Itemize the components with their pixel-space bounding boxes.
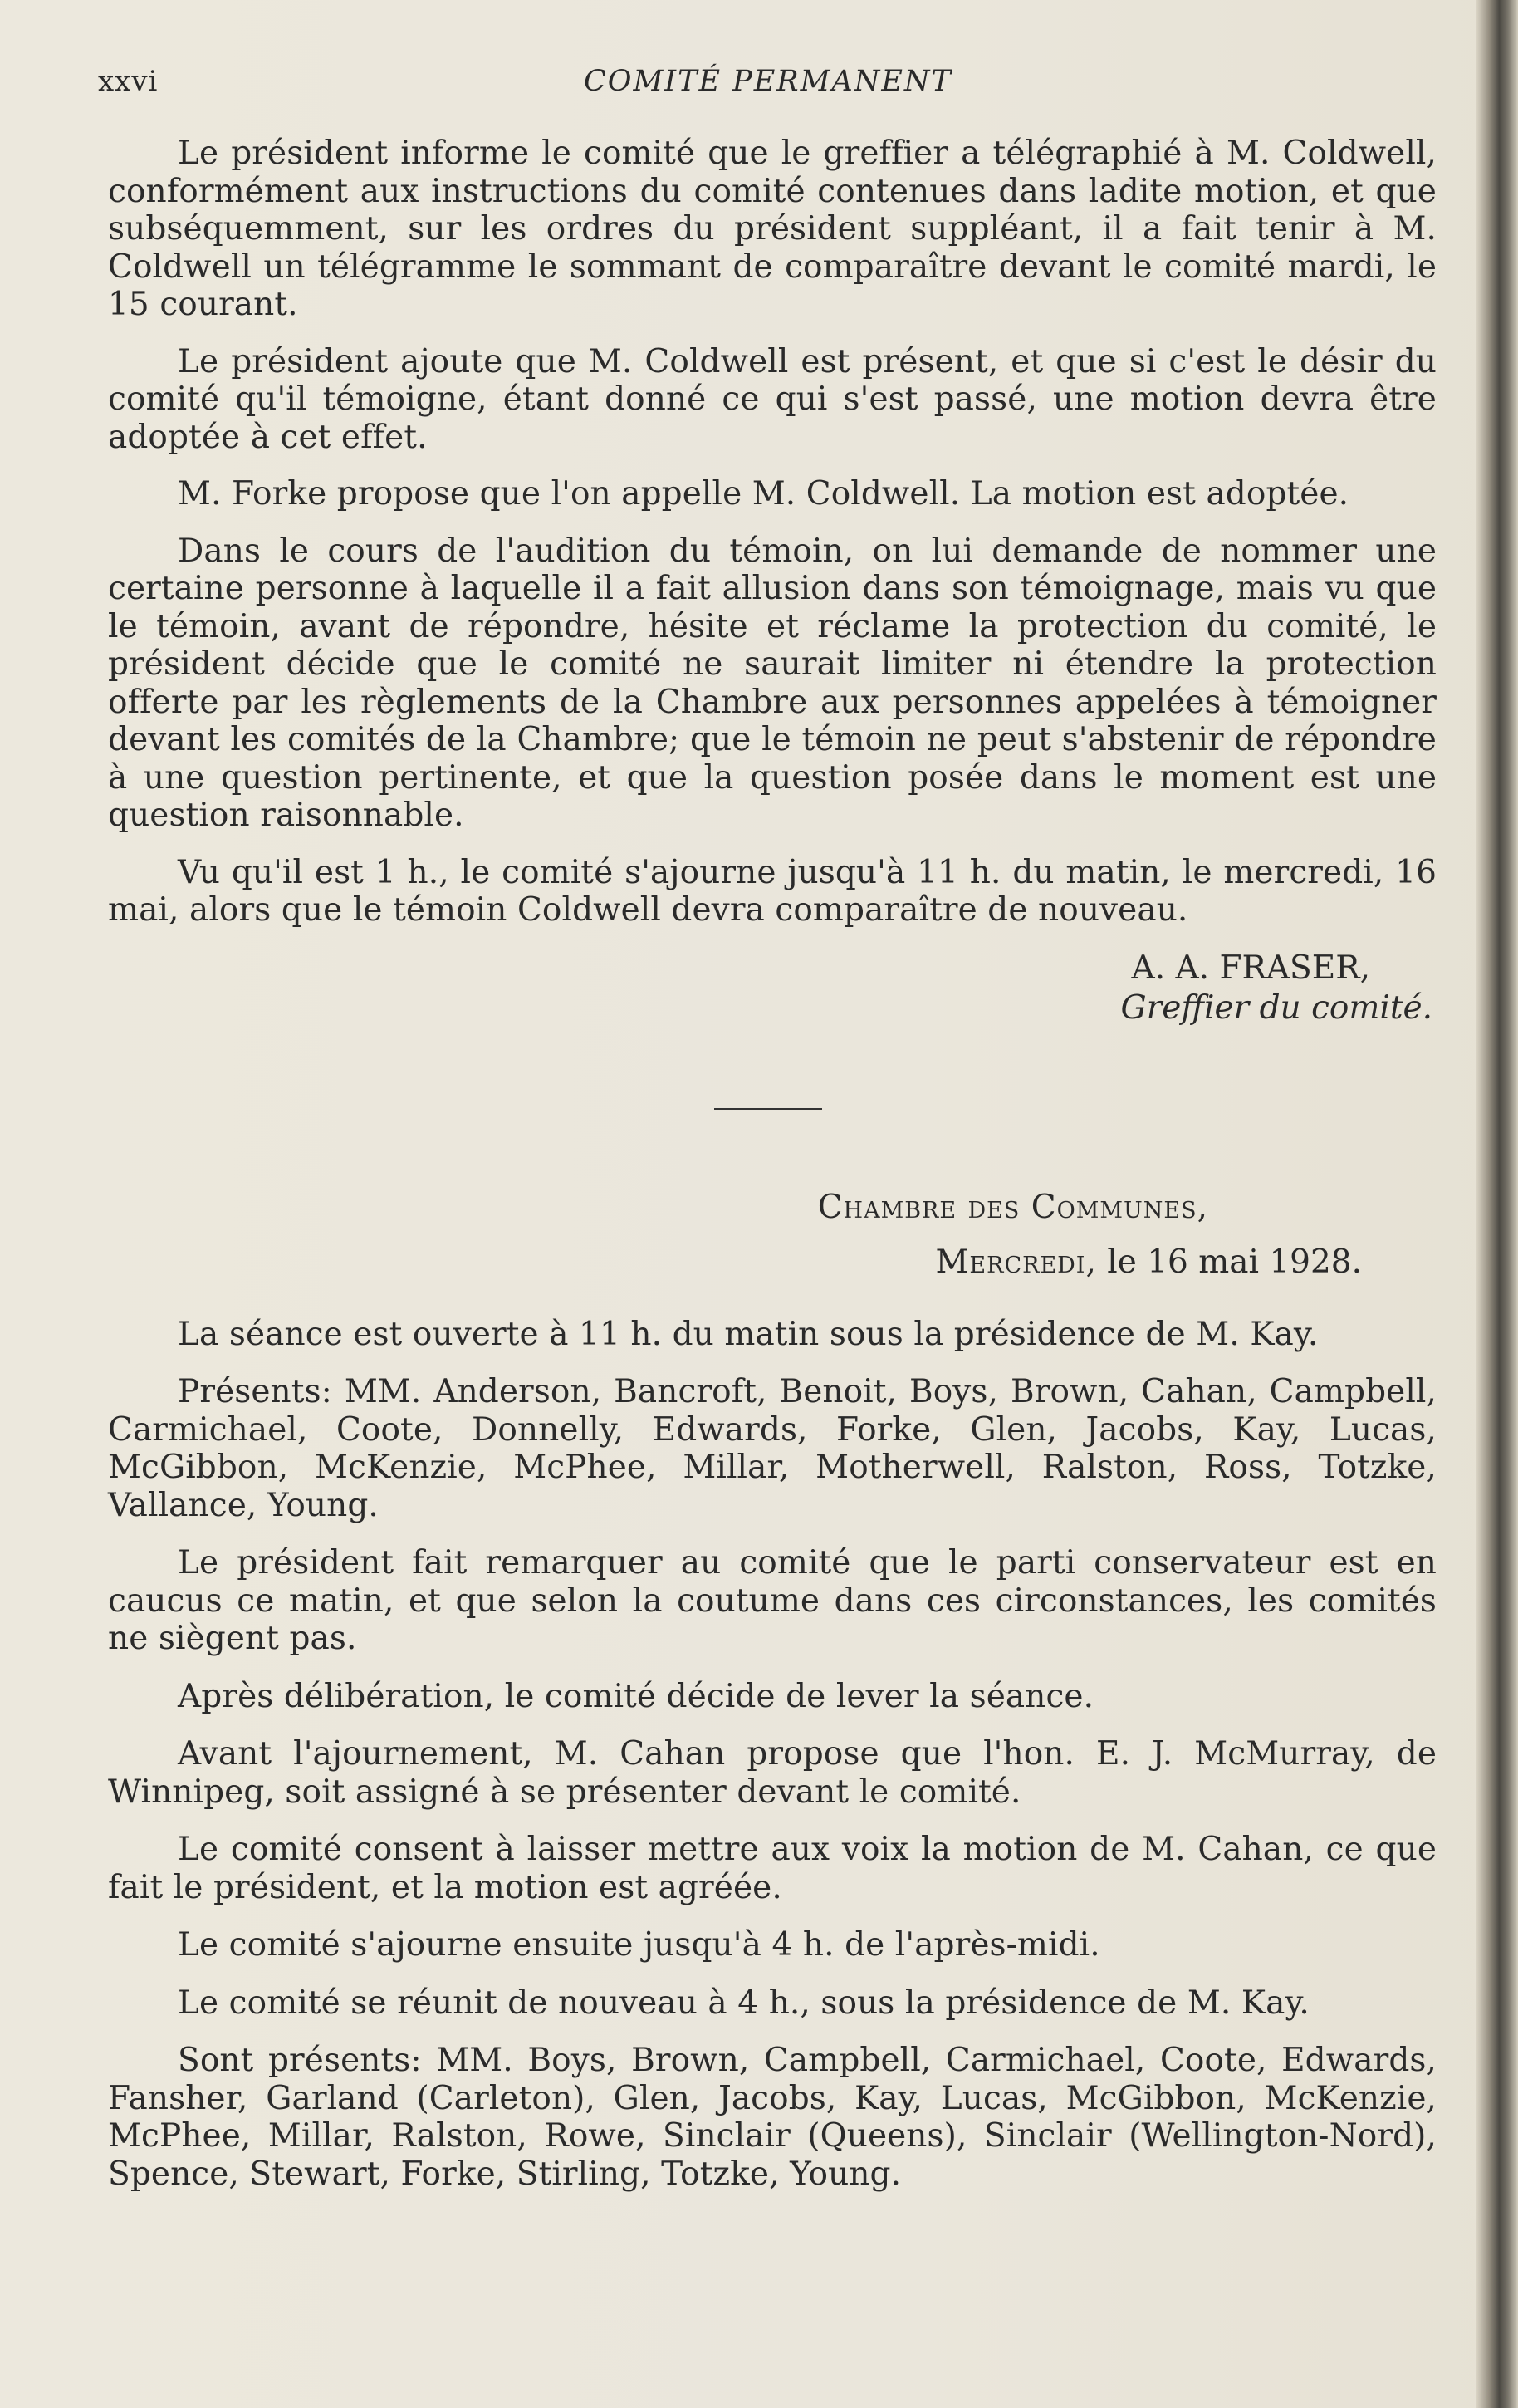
paragraph: Avant l'ajournement, M. Cahan propose que l'hon. E. J. McMurray, de Winnipeg, soit assigné à se présenter devant le comité.: [108, 1735, 1437, 1811]
paragraph: Sont présents: MM. Boys, Brown, Campbell, Carmichael, Coote, Edwards, Fansher, Garland (Carleton), Glen, Jacobs, Kay, Lucas, McGibbon, McKenzie, McPhee, Millar, Ralston, Rowe, Sinclair (Queens), Sinclair (Wellington-Nord), Spence, Stewart, Forke, Stirling, Totzke, Young.: [108, 2042, 1437, 2193]
signatory-name: A. A. FRASER,: [1131, 949, 1370, 987]
paragraph: Le président informe le comité que le greffier a télégraphié à M. Coldwell, conformément aux instructions du comité contenues dans ladite motion, et que subséquemment, sur les ordres du président suppléant, il a fait tenir à M. Coldwell un télégramme le sommant de comparaître devant le comité mardi, le 15 courant.: [108, 135, 1437, 323]
paragraph: M. Forke propose que l'on appelle M. Coldwell. La motion est adoptée.: [178, 475, 1349, 512]
page-number: xxvi: [98, 65, 159, 98]
paragraph: Vu qu'il est 1 h., le comité s'ajourne jusqu'à 11 h. du matin, le mercredi, 16 mai, alors que le témoin Coldwell devra comparaître de nouveau.: [108, 853, 1437, 929]
paragraph: Le comité se réunit de nouveau à 4 h., sous la présidence de M. Kay.: [178, 1984, 1310, 2022]
paragraph: Le comité consent à laisser mettre aux voix la motion de M. Cahan, ce que fait le président, et la motion est agréée.: [108, 1831, 1437, 1906]
paragraph: Présents: MM. Anderson, Bancroft, Benoit, Boys, Brown, Cahan, Campbell, Carmichael, Coote, Donnelly, Edwards, Forke, Glen, Jacobs, Kay, Lucas, McGibbon, McKenzie, McPhee, Millar, Motherwell, Ralston, Ross, Totzke, Vallance, Young.: [108, 1373, 1437, 1524]
section-divider: [714, 1108, 822, 1110]
page-body: [108, 135, 1437, 2213]
meeting-date-rest: le 16 mai 1928.: [1096, 1243, 1362, 1281]
page-binding-edge: [1476, 0, 1518, 2408]
running-title: COMITÉ PERMANENT: [584, 65, 952, 98]
paragraph: La séance est ouverte à 11 h. du matin sous la présidence de M. Kay.: [178, 1315, 1319, 1353]
meeting-date: [108, 1243, 1362, 1282]
meeting-place: Chambre des Communes,: [817, 1188, 1208, 1226]
running-head: [98, 65, 1468, 106]
signatory-role: Greffier du comité.: [1120, 988, 1432, 1027]
signature-block: [108, 949, 1432, 1028]
paragraph: Après délibération, le comité décide de lever la séance.: [178, 1677, 1094, 1715]
paragraph: Le président fait remarquer au comité que le parti conservateur est en caucus ce matin, et que selon la coutume dans ces circonstances, les comités ne siègent pas.: [108, 1544, 1437, 1657]
meeting-day: Mercredi,: [935, 1243, 1097, 1281]
paragraph: Le président ajoute que M. Coldwell est présent, et que si c'est le désir du comité qu'il témoigne, étant donné ce qui s'est passé, une motion devra être adoptée à cet effet.: [108, 342, 1437, 456]
second-sitting: [108, 1316, 1437, 2194]
paragraph: Dans le cours de l'audition du témoin, on lui demande de nommer une certaine personne à laquelle il a fait allusion dans son témoignage, mais vu que le témoin, avant de répondre, hésite et réclame la protection du comité, le président décide que le comité ne saurait limiter ni étendre la protection offerte par les règlements de la Chambre aux personnes appelées à témoigner devant les comités de la Chambre; que le témoin ne peut s'abstenir de répondre à une question pertinente, et que la question posée dans le moment est une question raisonnable.: [108, 532, 1437, 834]
paragraph: Le comité s'ajourne ensuite jusqu'à 4 h. de l'après-midi.: [178, 1926, 1100, 1964]
